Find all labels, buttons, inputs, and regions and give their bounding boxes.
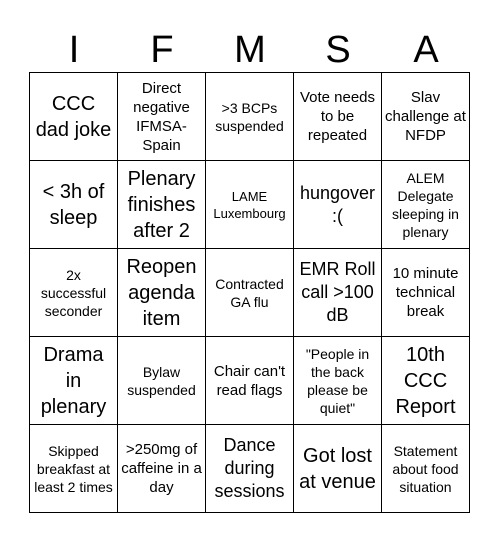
bingo-cell[interactable] [118, 337, 206, 425]
bingo-board [29, 72, 470, 513]
cell-text: LAME Luxembourg [213, 188, 286, 221]
cell-text: Reopen agenda item [126, 255, 197, 330]
bingo-cell[interactable] [294, 249, 382, 337]
cell-text: hungover :( [299, 182, 376, 226]
cell-text: EMR Roll call >100 dB [299, 259, 376, 325]
cell-text: < 3h of sleep [42, 180, 105, 229]
bingo-cell[interactable] [382, 249, 470, 337]
cell-text: 2x successful seconder [40, 266, 107, 319]
bingo-cell[interactable] [118, 161, 206, 249]
bingo-cell[interactable] [206, 337, 294, 425]
bingo-cell[interactable] [118, 425, 206, 513]
bingo-cell[interactable] [206, 73, 294, 161]
bingo-cell[interactable] [30, 425, 118, 513]
cell-text: Bylaw suspended [127, 363, 196, 398]
cell-text: 10th CCC Report [395, 343, 456, 418]
bingo-cell[interactable] [382, 337, 470, 425]
cell-text: Contracted GA flu [215, 275, 284, 310]
bingo-cell[interactable] [30, 337, 118, 425]
cell-text: Chair can't read flags [213, 362, 286, 399]
cell-text: ALEM Delegate sleeping in plenary [392, 169, 459, 240]
header-letter: M [234, 29, 266, 71]
header-letter: A [413, 29, 439, 71]
cell-text: Skipped breakfast at least 2 times [34, 442, 113, 495]
bingo-cell[interactable] [206, 249, 294, 337]
bingo-cell[interactable] [30, 73, 118, 161]
bingo-cell[interactable] [382, 161, 470, 249]
cell-text: Slav challenge at NFDP [385, 89, 466, 144]
bingo-cell[interactable] [30, 249, 118, 337]
cell-text: >3 BCPs suspended [215, 99, 284, 134]
cell-text: Plenary finishes after 2 [127, 167, 196, 242]
cell-text: Got lost at venue [299, 444, 376, 493]
bingo-cell[interactable] [118, 249, 206, 337]
bingo-header [30, 24, 470, 76]
cell-text: Direct negative IFMSA-Spain [133, 79, 190, 154]
bingo-cell[interactable] [382, 425, 470, 513]
cell-text: >250mg of caffeine in a day [121, 441, 202, 496]
cell-text: "People in the back please be quiet" [305, 345, 370, 416]
bingo-cell[interactable] [206, 425, 294, 513]
cell-text: Statement about food situation [392, 442, 459, 495]
bingo-cell[interactable] [294, 337, 382, 425]
cell-text: CCC dad joke [35, 92, 112, 141]
cell-text: Drama in plenary [40, 343, 107, 418]
bingo-cell[interactable] [294, 425, 382, 513]
header-letter: I [68, 29, 80, 71]
bingo-cell[interactable] [206, 161, 294, 249]
cell-text: Vote needs to be repeated [299, 89, 376, 144]
bingo-cell[interactable] [294, 73, 382, 161]
cell-text: Dance during sessions [214, 435, 285, 501]
bingo-cell[interactable] [118, 73, 206, 161]
bingo-cell[interactable] [30, 161, 118, 249]
bingo-cell[interactable] [382, 73, 470, 161]
cell-text: 10 minute technical break [392, 265, 459, 320]
header-letter: S [325, 29, 351, 71]
bingo-cell[interactable] [294, 161, 382, 249]
header-letter: F [150, 29, 174, 71]
